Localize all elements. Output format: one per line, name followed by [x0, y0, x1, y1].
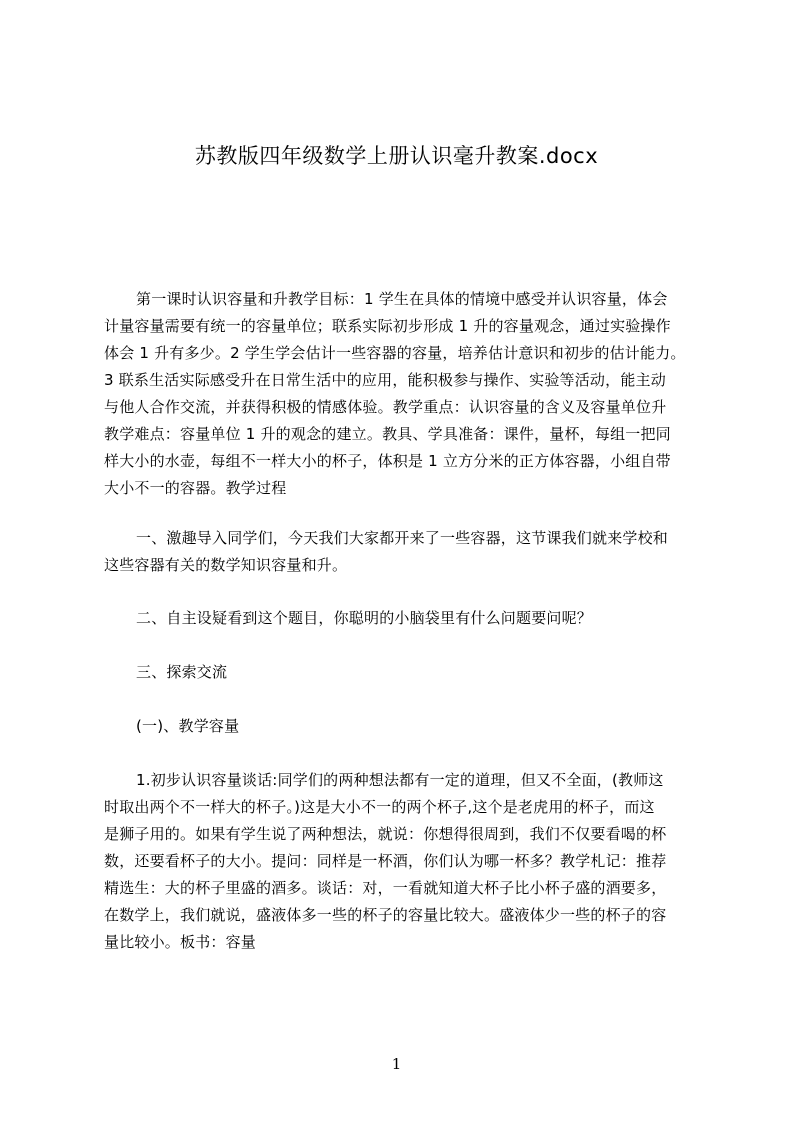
paragraph-subsection-capacity: [104, 713, 700, 740]
text-line: 与他人合作交流，并获得积极的情感体验。教学重点：认识容量的含义及容量单位升: [104, 398, 667, 416]
text-line: 在数学上，我们就说，盛液体多一些的杯子的容量比较大。盛液体少一些的杯子的容: [104, 906, 667, 924]
paragraph-objectives: [104, 286, 700, 502]
text-line: 是狮子用的。如果有学生说了两种想法，就说：你想得很周到，我们不仅要看喝的杯: [104, 825, 667, 843]
text-line: 精选生：大的杯子里盛的酒多。谈话：对，一看就知道大杯子比小杯子盛的酒要多，: [104, 879, 667, 897]
paragraph-initial-understanding: [104, 767, 700, 956]
text-line: 3 联系生活实际感受升在日常生活中的应用，能积极参与操作、实验等活动，能主动: [104, 371, 666, 389]
paragraph-section-three: [104, 659, 700, 686]
text-line: (一)、教学容量: [136, 717, 240, 735]
text-line: 三、探索交流: [136, 663, 228, 681]
text-line: 大小不一的容器。教学过程: [104, 479, 287, 497]
text-line: 一、激趣导入同学们，今天我们大家都开来了一些容器，这节课我们就来学校和: [136, 529, 669, 547]
text-line: 教学难点：容量单位 1 升的观念的建立。教具、学具准备：课件，量杯，每组一把同: [104, 425, 671, 443]
paragraph-section-one: [104, 525, 700, 579]
text-line: 这些容器有关的数学知识容量和升。: [104, 556, 348, 574]
text-line: 时取出两个不一样大的杯子。)这是大小不一的两个杯子,这个是老虎用的杯子，而这: [104, 798, 655, 816]
text-line: 体会 1 升有多少。2 学生学会估计一些容器的容量，培养估计意识和初步的估计能力。: [104, 344, 686, 362]
document-title: 苏教版四年级数学上册认识毫升教案.docx: [194, 144, 599, 168]
text-line: 第一课时认识容量和升教学目标：1 学生在具体的情境中感受并认识容量，体会: [136, 290, 668, 308]
text-line: 量比较小。板书：容量: [104, 933, 257, 951]
page-number: 1: [391, 1055, 402, 1073]
paragraph-section-two: [104, 605, 700, 632]
text-line: 计量容量需要有统一的容量单位；联系实际初步形成 1 升的容量观念，通过实验操作: [104, 317, 671, 335]
text-line: 二、自主设疑看到这个题目，你聪明的小脑袋里有什么问题要问呢？: [136, 609, 593, 627]
text-line: 数，还要看杯子的大小。提问：同样是一杯酒，你们认为哪一杯多？教学札记：推荐: [104, 852, 667, 870]
text-line: 1.初步认识容量谈话:同学们的两种想法都有一定的道理，但又不全面，(教师这: [136, 771, 664, 789]
text-line: 样大小的水壶，每组不一样大小的杯子，体积是 1 立方分米的正方体容器，小组自带: [104, 452, 671, 470]
